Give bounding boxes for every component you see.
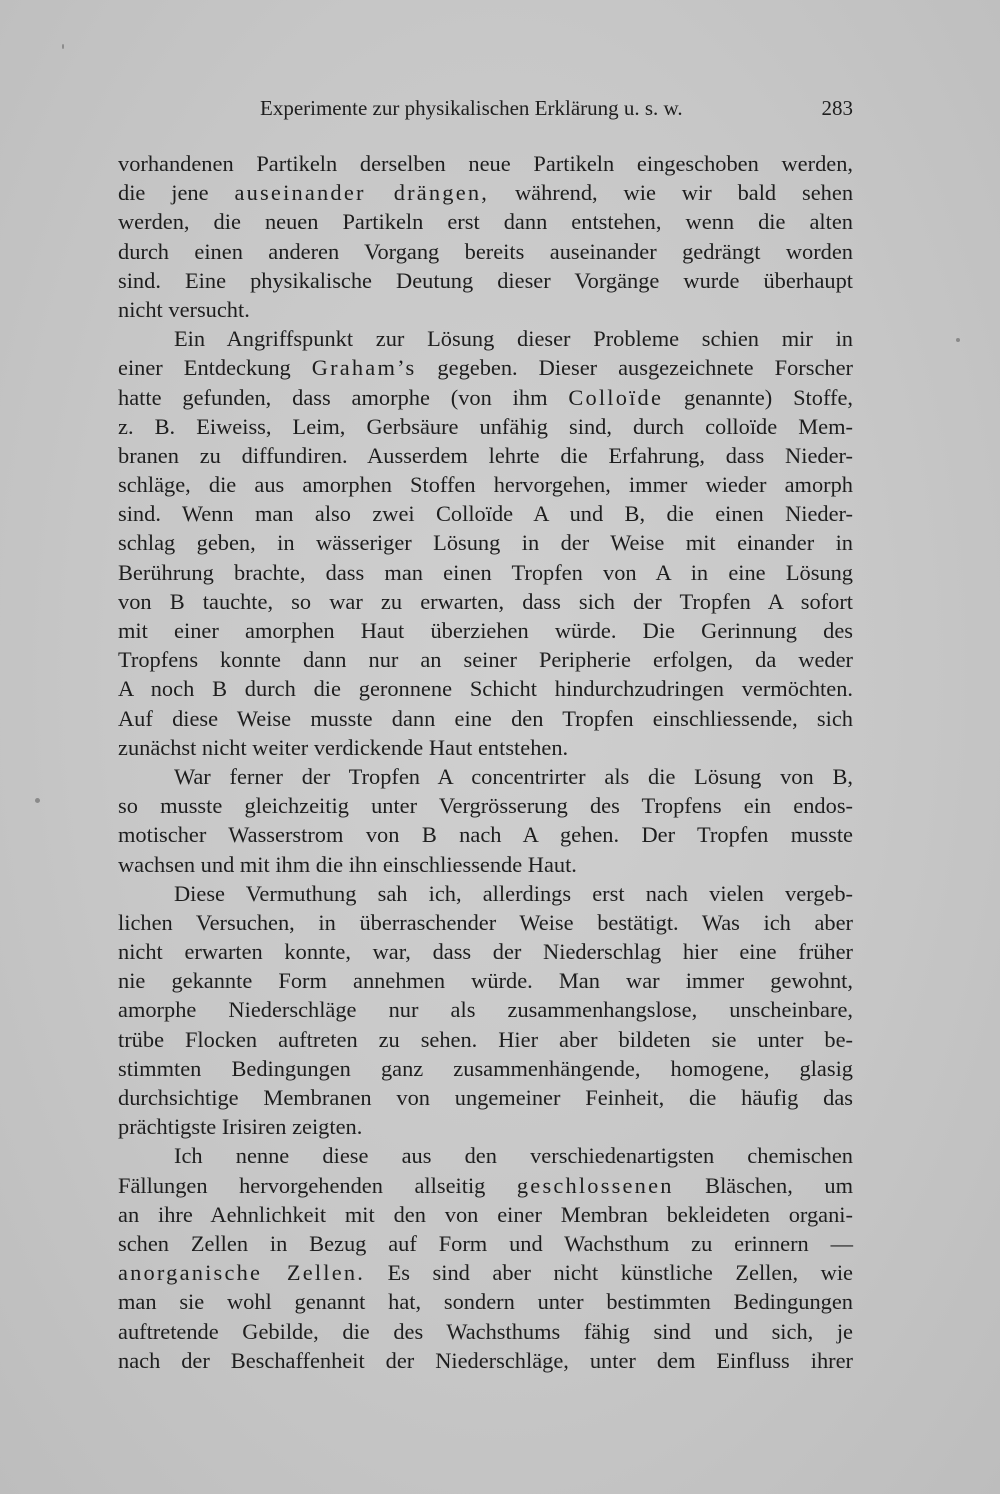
text-line	[118, 1346, 853, 1375]
text-run: lichen Versuchen, in überraschender Weise bestätigt. Was ich aber	[118, 909, 853, 935]
text-line	[118, 412, 853, 441]
text-run: nicht versucht.	[118, 296, 250, 322]
text-run: sind. Eine physikalische Deutung dieser Vorgänge wurde überhaupt	[118, 267, 853, 293]
text-run: Auf diese Weise musste dann eine den Tropfen einschliessende, sich	[118, 705, 853, 731]
text-line	[118, 1141, 853, 1170]
page-number: 283	[821, 96, 853, 120]
text-run: nie gekannte Form annehmen würde. Man war immer gewohnt,	[118, 968, 853, 994]
text-run: Ein Angriffspunkt zur Lösung dieser Probleme schien mir in	[174, 326, 853, 352]
text-line	[118, 762, 853, 791]
text-line	[118, 266, 853, 295]
spaced-emphasis: auseinander drängen,	[234, 180, 490, 206]
text-run: amorphe Niederschläge nur als zusammenhangslose, unscheinbare,	[118, 997, 853, 1023]
text-line	[118, 645, 853, 674]
text-line	[118, 1171, 853, 1200]
text-line	[118, 295, 853, 324]
text-run: durch einen anderen Vorgang bereits auseinander gedrängt worden	[118, 238, 853, 264]
text-line	[118, 704, 853, 733]
running-title: Experimente zur physikalischen Erklärung u. s. w.	[260, 96, 683, 120]
text-line	[118, 499, 853, 528]
text-line	[118, 966, 853, 995]
text-run: stimmten Bedingungen ganz zusammenhängende, homogene, glasig	[118, 1055, 853, 1081]
text-line	[118, 441, 853, 470]
text-run: an ihre Aehnlichkeit mit den von einer Membran bekleideten organi-	[118, 1201, 853, 1227]
text-line	[118, 616, 853, 645]
text-run: z. B. Eiweiss, Leim, Gerbsäure unfähig sind, durch colloïde Mem-	[118, 413, 853, 439]
text-run: Diese Vermuthung sah ich, allerdings erst nach vielen vergeb-	[174, 880, 853, 906]
spaced-emphasis: geschlossenen	[516, 1172, 674, 1198]
text-line	[118, 850, 853, 879]
text-line	[118, 1258, 853, 1287]
text-run: werden, die neuen Partikeln erst dann entstehen, wenn die alten	[118, 209, 853, 235]
margin-speck	[62, 44, 64, 49]
text-run: branen zu diffundiren. Ausserdem lehrte die Erfahrung, dass Nieder-	[118, 442, 853, 468]
text-run: auftretende Gebilde, die des Wachsthums fähig sind und sich, je	[118, 1318, 853, 1344]
text-run: War ferner der Tropfen A concentrirter als die Lösung von B,	[174, 763, 853, 789]
text-line	[118, 558, 853, 587]
text-run: von B tauchte, so war zu erwarten, dass sich der Tropfen A sofort	[118, 588, 853, 614]
margin-speck	[35, 798, 40, 803]
text-line	[118, 237, 853, 266]
text-run: vorhandenen Partikeln derselben neue Partikeln eingeschoben werden,	[118, 151, 853, 176]
text-line	[118, 1200, 853, 1229]
text-run: schlag geben, in wässeriger Lösung in der Weise mit einander in	[118, 530, 853, 556]
text-run: schen Zellen in Bezug auf Form und Wachsthum zu erinnern —	[118, 1230, 853, 1256]
text-line	[118, 528, 853, 557]
text-run: man sie wohl genannt hat, sondern unter bestimmten Bedingungen	[118, 1289, 853, 1315]
text-line	[118, 1083, 853, 1112]
text-line	[118, 207, 853, 236]
text-run: Es sind aber nicht künstliche Zellen, wie	[365, 1260, 853, 1286]
text-line	[118, 1025, 853, 1054]
text-line	[118, 353, 853, 382]
text-line	[118, 995, 853, 1024]
text-run: Ich nenne diese aus den verschiedenartigsten chemischen	[174, 1143, 853, 1169]
text-line	[118, 1229, 853, 1258]
text-line	[118, 879, 853, 908]
text-run: durchsichtige Membranen von ungemeiner Feinheit, die häufig das	[118, 1085, 853, 1110]
text-run: trübe Flocken auftreten zu sehen. Hier aber bildeten sie unter be-	[118, 1026, 853, 1052]
body-text	[118, 149, 853, 1375]
text-line	[118, 1317, 853, 1346]
text-run: schläge, die aus amorphen Stoffen hervorgehen, immer wieder amorph	[118, 472, 853, 498]
text-line	[118, 937, 853, 966]
text-run: die jene	[118, 180, 235, 206]
text-line	[118, 470, 853, 499]
text-line	[118, 733, 853, 762]
text-run: Tropfens konnte dann nur an seiner Peripherie erfolgen, da weder	[118, 647, 853, 673]
text-line	[118, 1287, 853, 1316]
text-run: mit einer amorphen Haut überziehen würde. Die Gerinnung des	[118, 618, 853, 643]
text-run: gegeben. Dieser ausgezeichnete Forscher	[416, 355, 853, 381]
text-run: hatte gefunden, dass amorphe (von ihm	[118, 384, 569, 410]
text-run: motischer Wasserstrom von B nach A gehen. Der Tropfen musste	[118, 822, 853, 848]
margin-speck	[956, 338, 960, 342]
text-line	[118, 587, 853, 616]
text-line	[118, 1054, 853, 1083]
text-line	[118, 324, 853, 353]
text-run: A noch B durch die geronnene Schicht hindurchzudringen vermöchten.	[118, 676, 853, 702]
text-run: während, wie wir bald sehen	[489, 180, 854, 206]
text-run: nicht erwarten konnte, war, dass der Niederschlag hier eine früher	[118, 939, 853, 965]
text-line	[118, 674, 853, 703]
text-line	[118, 791, 853, 820]
text-run: Fällungen hervorgehenden allseitig	[118, 1172, 517, 1198]
text-run: genannte) Stoffe,	[663, 384, 853, 410]
text-run: Bläschen, um	[673, 1172, 853, 1198]
text-run: prächtigste Irisiren zeigten.	[118, 1114, 363, 1140]
text-run: Berührung brachte, dass man einen Tropfen von A in eine Lösung	[118, 559, 853, 585]
text-run: nach der Beschaffenheit der Niederschläge, unter dem Einfluss ihrer	[118, 1347, 853, 1373]
text-line	[118, 1112, 853, 1141]
text-run: so musste gleichzeitig unter Vergrösserung des Tropfens ein endos-	[118, 793, 853, 819]
running-header	[118, 96, 853, 128]
text-run: zunächst nicht weiter verdickende Haut entstehen.	[118, 734, 569, 760]
spaced-emphasis: Colloïde	[568, 384, 664, 410]
text-line	[118, 820, 853, 849]
text-run: wachsen und mit ihm die ihn einschliessende Haut.	[118, 851, 577, 877]
text-line	[118, 149, 853, 178]
text-line	[118, 178, 853, 207]
spaced-emphasis: Graham’s	[311, 355, 417, 381]
spaced-emphasis: anorganische Zellen.	[118, 1260, 366, 1286]
text-line	[118, 908, 853, 937]
text-line	[118, 383, 853, 412]
text-run: einer Entdeckung	[118, 355, 312, 381]
text-run: sind. Wenn man also zwei Colloïde A und B, die einen Nieder-	[118, 501, 853, 527]
